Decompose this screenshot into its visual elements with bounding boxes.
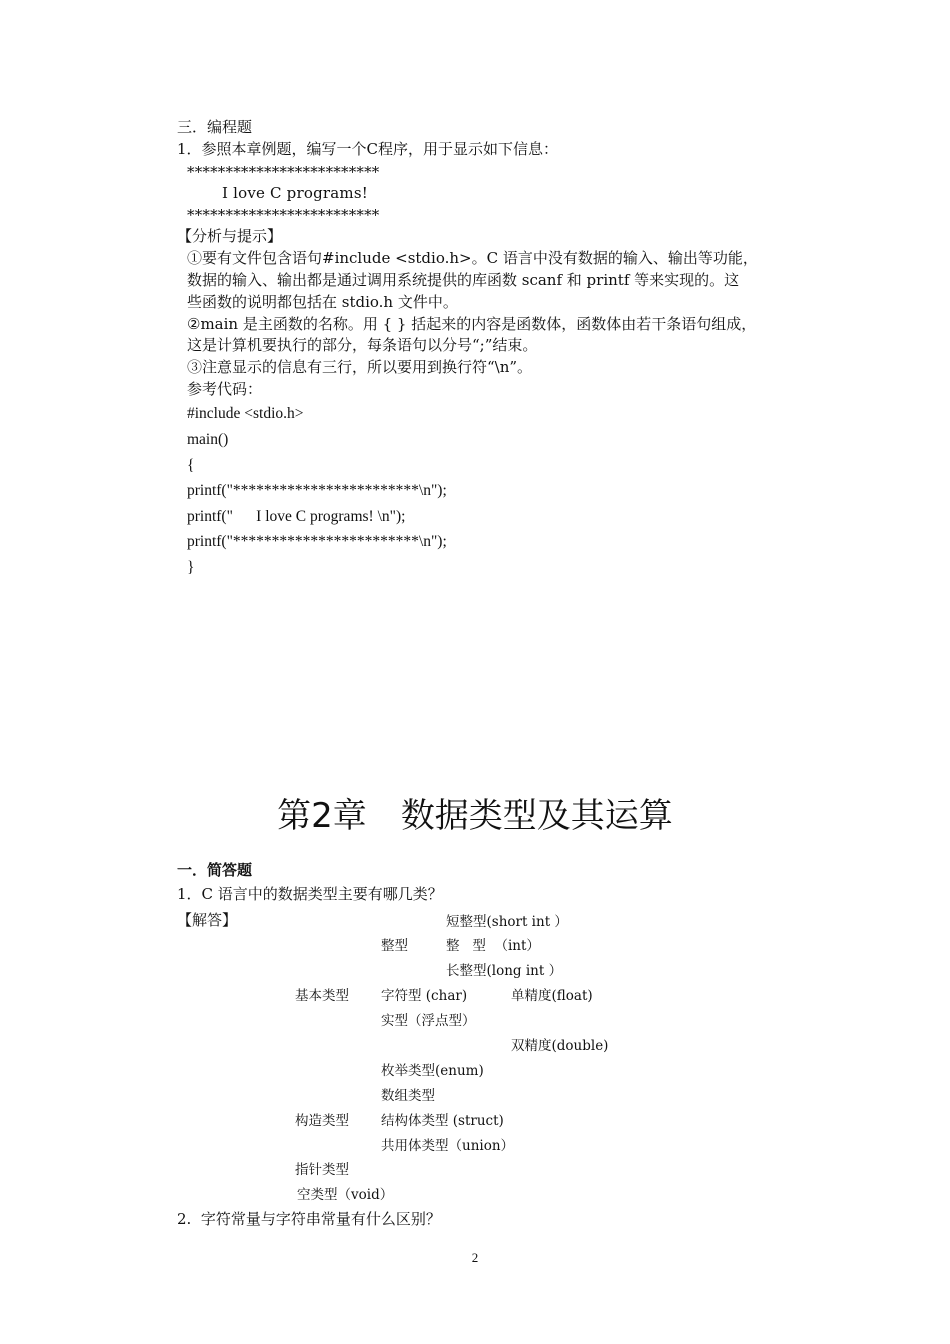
page-number: 2 (471, 1250, 479, 1265)
type-pointer: 指针类型 (295, 1162, 349, 1178)
hint-1-line-3: 些函数的说明都包括在 stdio.h 文件中。 (187, 293, 458, 311)
code-line: #include <stdio.h> (187, 405, 304, 422)
section-heading-short-answer: 一．简答题 (177, 861, 253, 879)
question-1-types: 1．C 语言中的数据类型主要有哪几类？ (177, 885, 443, 903)
type-constructed: 构造类型 (295, 1113, 349, 1129)
code-line: printf("************************\n"); (187, 482, 447, 499)
type-union: 共用体类型（union） (381, 1138, 515, 1154)
stars-line-2: ************************* (187, 206, 380, 224)
code-line: printf("************************\n"); (187, 533, 447, 550)
type-basic: 基本类型 (295, 988, 349, 1004)
hint-3: ③注意显示的信息有三行，所以要用到换行符“\n”。 (187, 358, 533, 376)
type-char: 字符型 (char) (381, 988, 468, 1004)
type-struct: 结构体类型 (struct) (381, 1113, 504, 1129)
chapter-number: 第2章 (277, 796, 367, 836)
type-array: 数组类型 (381, 1088, 435, 1104)
code-line: printf(" I love C programs! \n"); (187, 508, 406, 525)
type-void: 空类型（void） (297, 1187, 394, 1203)
answer-label: 【解答】 (177, 911, 238, 929)
hint-title: 【分析与提示】 (177, 227, 283, 245)
stars-line-1: ************************* (187, 163, 380, 181)
hint-1-line-1: ①要有文件包含语句#include <stdio.h>。C 语言中没有数据的输入、输出等功能， (187, 249, 758, 267)
type-integer: 整型 (381, 938, 408, 954)
type-float: 单精度(float) (511, 988, 593, 1004)
hint-2-line-1: ②main 是主函数的名称。用 { } 括起来的内容是函数体，函数体由若干条语句组成， (187, 315, 757, 333)
reference-code-label: 参考代码： (187, 380, 263, 398)
code-line: main() (187, 431, 229, 448)
code-line: } (187, 559, 195, 576)
hint-1-line-2: 数据的输入、输出都是通过调用系统提供的库函数 scanf 和 printf 等来实现的。这 (187, 271, 740, 289)
love-line: I love C programs! (222, 184, 368, 202)
type-double: 双精度(double) (511, 1038, 609, 1054)
type-short-int: 短整型(short int ） (446, 914, 568, 930)
type-int: 整 型 （int） (446, 938, 540, 954)
question-1: 1．参照本章例题，编写一个C程序，用于显示如下信息： (177, 140, 559, 158)
code-line: { (187, 457, 195, 474)
question-2: 2. 字符常量与字符串常量有什么区别？ (177, 1210, 441, 1228)
type-real: 实型（浮点型） (381, 1013, 476, 1029)
type-enum: 枚举类型(enum) (381, 1063, 484, 1079)
chapter-title (0, 792, 950, 840)
type-long-int: 长整型(long int ） (446, 963, 563, 979)
section-heading-programming: 三．编程题 (177, 118, 253, 136)
hint-2-line-2: 这是计算机要执行的部分，每条语句以分号“;”结束。 (187, 336, 538, 354)
chapter-name: 数据类型及其运算 (400, 796, 673, 836)
